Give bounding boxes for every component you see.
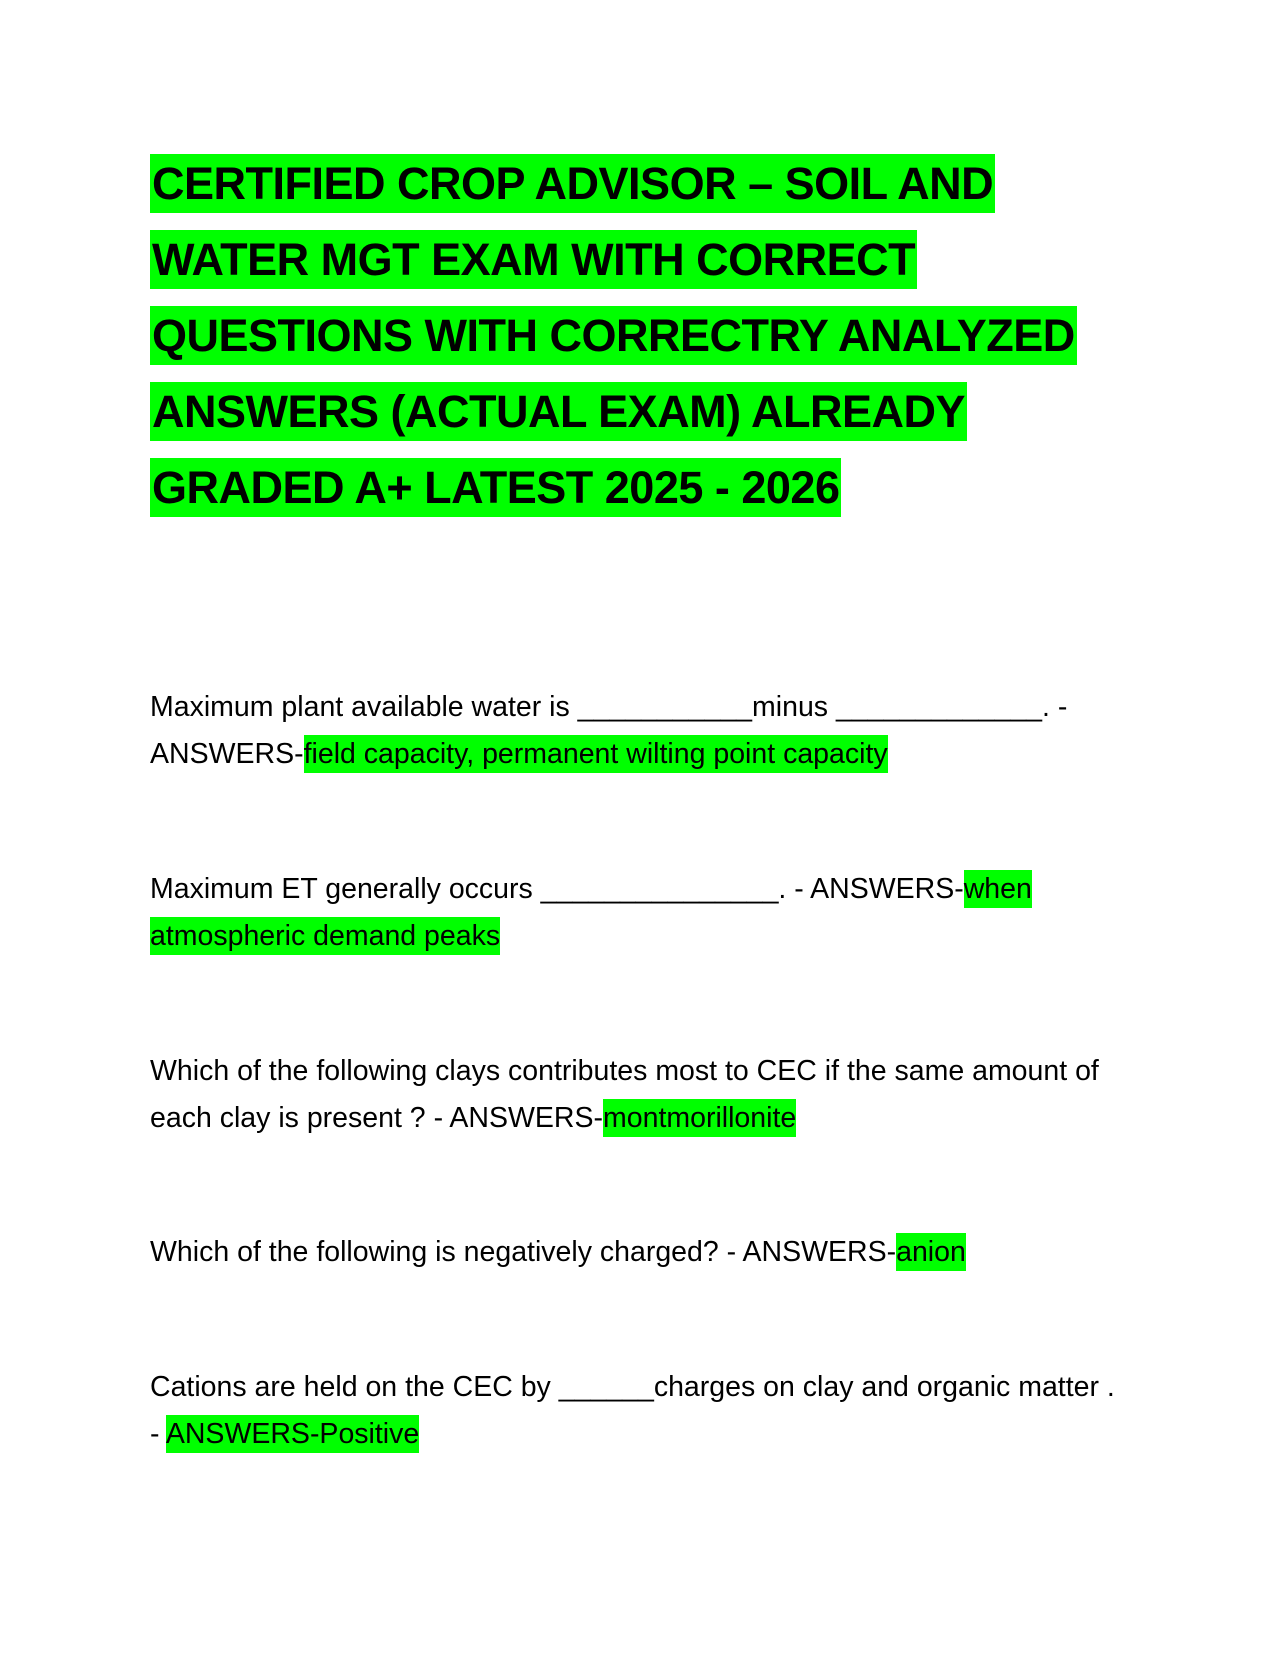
qa-item [150, 1048, 1130, 1142]
document-title [150, 146, 1130, 526]
question-text: Maximum plant available water is ___________minus _____________. - ANSWERS- [150, 691, 1068, 770]
question-text: Maximum ET generally occurs _______________. - ANSWERS- [150, 873, 964, 905]
qa-item [150, 684, 1130, 778]
answer-highlight: montmorillonite [603, 1099, 796, 1137]
answer-highlight: field capacity, permanent wilting point capacity [304, 735, 888, 773]
answer-highlight: anion [896, 1233, 966, 1271]
title-highlight: CERTIFIED CROP ADVISOR – SOIL AND WATER MGT EXAM WITH CORRECT QUESTIONS WITH CORRECTRY ANALYZED ANSWERS (ACTUAL EXAM) ALREADY GRADED A+ LATEST 2025 - 2026 [150, 154, 1077, 517]
qa-item [150, 1229, 1130, 1276]
question-text: Which of the following is negatively charged? - ANSWERS- [150, 1236, 897, 1268]
question-text: Cations are held on the CEC by ______charges on clay and organic matter . - [150, 1371, 1115, 1450]
answer-highlight: when atmospheric demand peaks [150, 870, 1032, 955]
qa-item [150, 1364, 1130, 1458]
qa-item [150, 866, 1130, 960]
question-text: Which of the following clays contributes most to CEC if the same amount of each clay is present ? - ANSWERS- [150, 1055, 1099, 1134]
answer-highlight: ANSWERS-Positive [166, 1415, 419, 1453]
